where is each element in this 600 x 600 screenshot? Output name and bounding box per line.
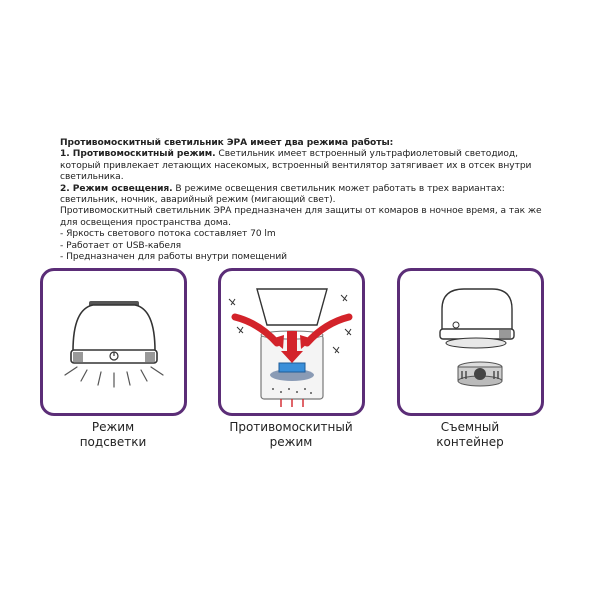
mode2-paragraph [60,184,560,207]
caption-mosquito-mode-line1: Противомоскитный [229,420,353,434]
caption-mosquito-mode [201,420,381,449]
purpose-text: Противомоскитный светильник ЭРА предназначен для защиты от комаров в ночное время, а так же для освещения пространства дома. [60,206,542,228]
mode1-text: Светильник имеет встроенный ультрафиолетовый светодиод, который привлекает летающих насекомых, встроенный вентилятор затягивает их в отсек внутри светильника. [60,149,532,183]
feature-usb: - Работает от USB-кабеля [60,240,182,251]
caption-light-mode [23,420,203,449]
lamp-mosquito-mode-illustration [221,271,362,413]
card-removable-container [397,268,544,416]
caption-light-mode-line2: подсветки [79,434,147,449]
caption-mosquito-mode-line2: режим [269,434,313,449]
caption-container-line2: контейнер [436,434,504,449]
lamp-container-illustration [400,271,541,413]
lamp-light-mode-illustration [43,271,184,413]
mode2-title: 2. Режим освещения. [60,183,173,194]
mode1-title: 1. Противомоскитный режим. [60,149,216,160]
caption-container [380,420,560,449]
feature-indoor: - Предназначен для работы внутри помещений [60,252,288,263]
card-mosquito-mode [218,268,365,416]
description-heading: Противомоскитный светильник ЭРА имеет два режима работы: [60,138,394,148]
caption-light-mode-line1: Режим [91,420,135,434]
card-light-mode [40,268,187,416]
mode1-paragraph [60,149,560,183]
mode2-text: В режиме освещения светильник может работать в трех вариантах: светильник, ночник, аварийный режим (мигающий свет). [60,183,505,206]
feature-brightness: - Яркость светового потока составляет 70 lm [60,229,276,240]
caption-container-line1: Съемный [440,420,500,434]
description-block [60,138,560,263]
